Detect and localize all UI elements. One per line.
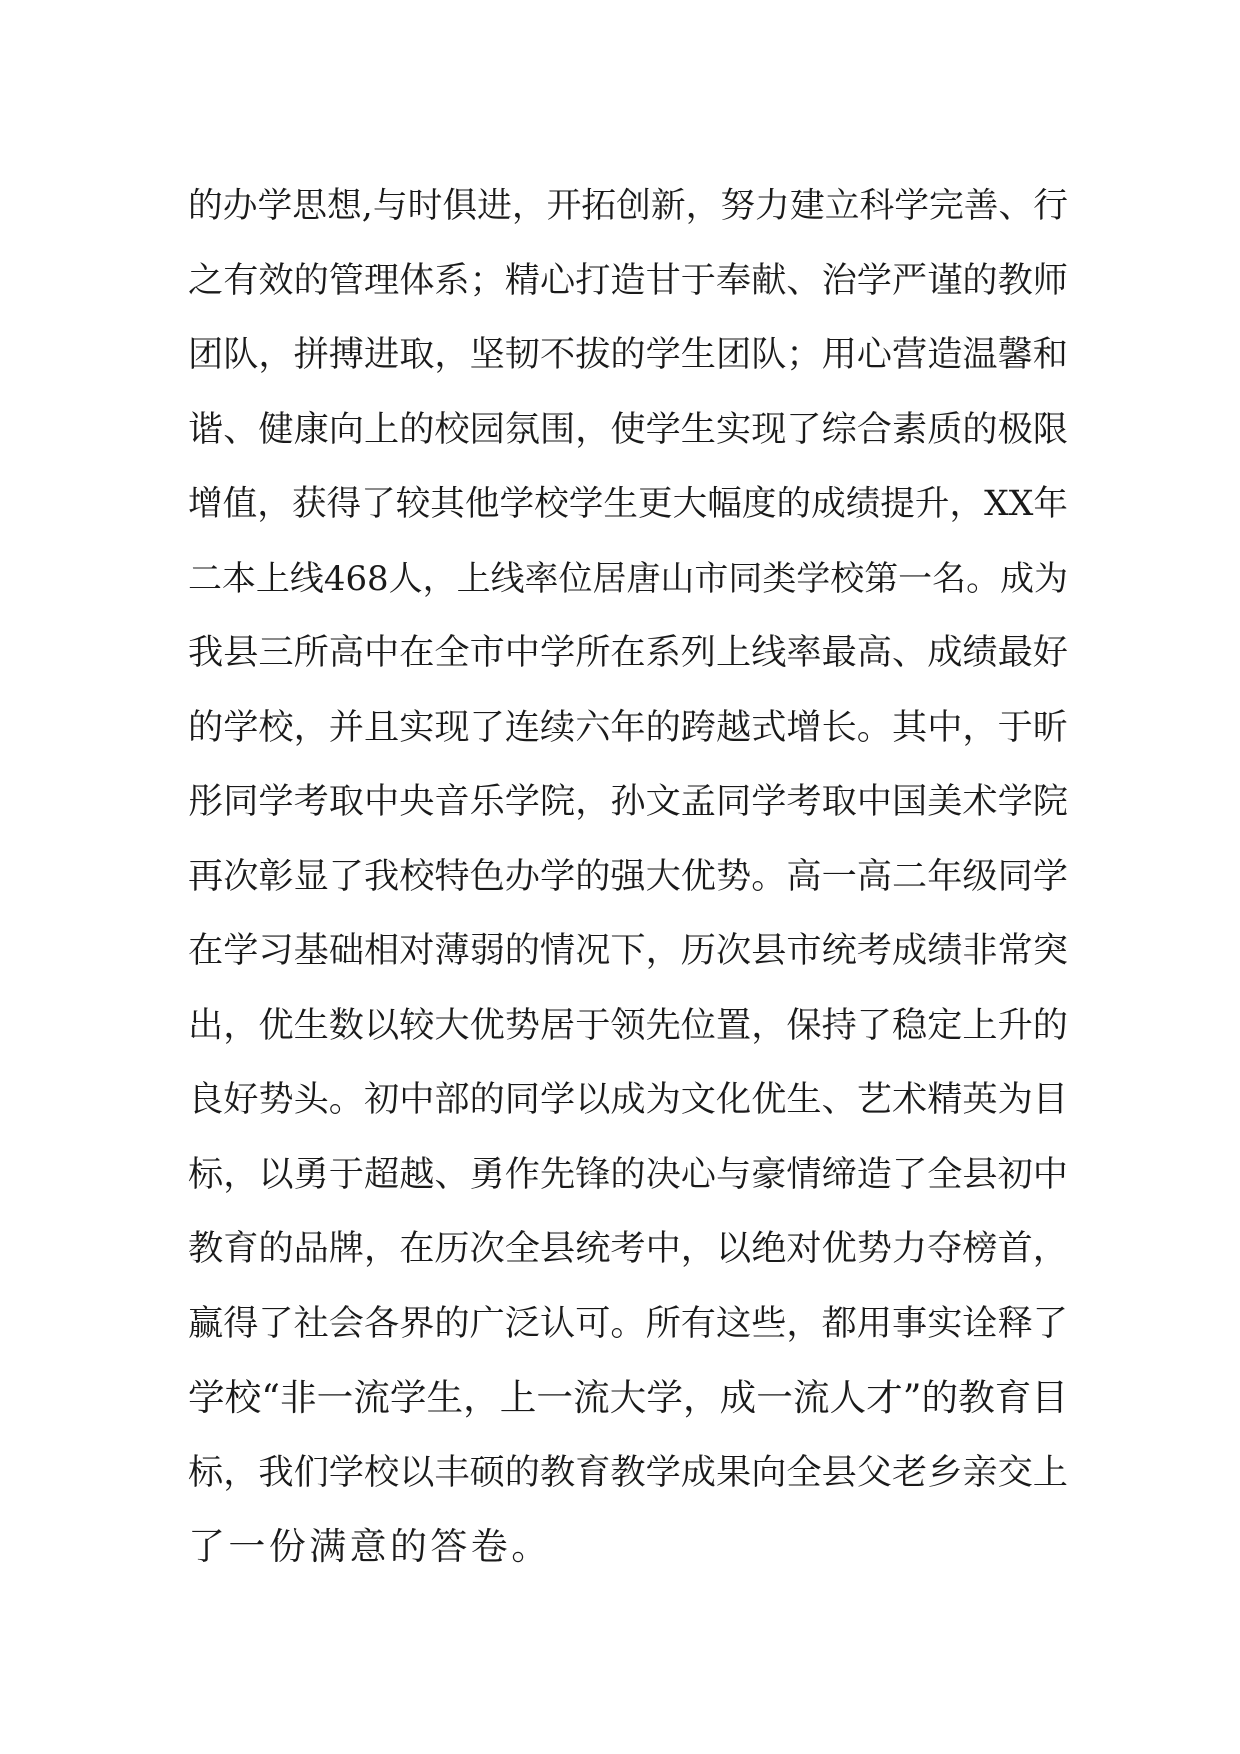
text-line: 谐、健康向上的校园氛围，使学生实现了综合素质的极限 [188,408,1068,450]
text-line: 出，优生数以较大优势居于领先位置，保持了稳定上升的 [188,1004,1068,1046]
text-line: 我县三所高中在全市中学所在系列上线率最高、成绩最好 [188,632,1068,673]
body-paragraph [188,169,1068,1585]
text-line: 在学习基础相对薄弱的情况下，历次县市统考成绩非常突 [188,930,1068,971]
text-line: 教育的品牌，在历次全县统考中，以绝对优势力夺榜首， [188,1228,1068,1269]
text-line: 之有效的管理体系；精心打造甘于奉献、治学严谨的教师 [188,259,1068,301]
text-line: 的办学思想,与时俱进，开拓创新，努力建立科学完善、行 [188,186,1068,226]
text-line: 团队，拼搏进取，坚韧不拔的学生团队；用心营造温馨和 [188,334,1068,375]
text-line: 了一份满意的答卷。 [188,1525,552,1568]
text-line: 二本上线468人，上线率位居唐山市同类学校第一名。成为 [188,558,1068,599]
text-line: 赢得了社会各界的广泛认可。所有这些，都用事实诠释了 [188,1302,1068,1344]
text-line: 良好势头。初中部的同学以成为文化优生、艺术精英为目 [188,1079,1068,1120]
text-line: 标，我们学校以丰硕的教育教学成果向全县父老乡亲交上 [188,1451,1068,1493]
text-line: 彤同学考取中央音乐学院，孙文孟同学考取中国美术学院 [188,781,1068,822]
text-line: 学校“非一流学生，上一流大学，成一流人才”的教育目 [188,1376,1068,1419]
text-line: 标，以勇于超越、勇作先锋的决心与豪情缔造了全县初中 [188,1153,1068,1195]
text-line: 增值，获得了较其他学校学生更大幅度的成绩提升，XX年 [188,484,1068,524]
text-line: 再次彰显了我校特色办学的强大优势。高一高二年级同学 [188,855,1068,897]
text-line: 的学校，并且实现了连续六年的跨越式增长。其中，于昕 [188,706,1068,748]
